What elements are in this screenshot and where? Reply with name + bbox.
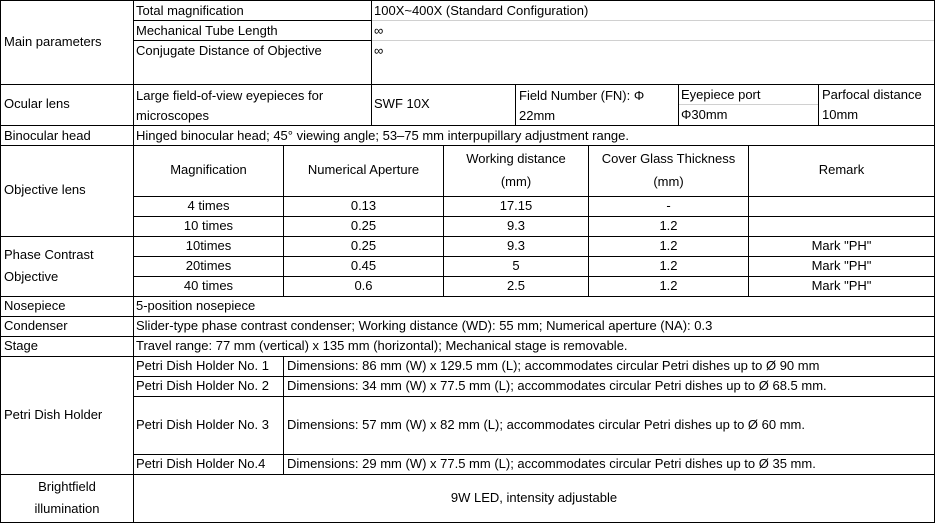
tube-length-label: Mechanical Tube Length — [136, 23, 278, 38]
table-row-na: 0.45 — [350, 258, 377, 273]
header-working-distance-unit: (mm) — [500, 174, 532, 189]
divider — [0, 296, 935, 297]
parfocal-label: Parfocal distance — [822, 87, 922, 102]
table-row-mag: 10times — [185, 238, 232, 253]
divider — [133, 276, 935, 277]
header-magnification: Magnification — [170, 162, 247, 177]
petri-dish-holder-label: Petri Dish Holder — [4, 407, 103, 422]
divider — [678, 104, 818, 105]
table-row-remark: Mark "PH" — [811, 258, 872, 273]
objective-lens-label: Objective lens — [4, 182, 86, 197]
header-cover-glass: Cover Glass Thickness — [601, 151, 736, 166]
divider — [371, 40, 935, 41]
total-magnification-label: Total magnification — [136, 3, 244, 18]
brightfield-value: 9W LED, intensity adjustable — [450, 490, 618, 505]
divider — [0, 316, 935, 317]
table-row-na: 0.13 — [350, 198, 377, 213]
table-row-remark: Mark "PH" — [811, 238, 872, 253]
nosepiece-label: Nosepiece — [4, 298, 66, 313]
stage-value: Travel range: 77 mm (vertical) x 135 mm (horizontal); Mechanical stage is removable. — [136, 338, 628, 353]
condenser-value: Slider-type phase contrast condenser; Working distance (WD): 55 mm; Numerical aperture (NA): 0.3 — [136, 318, 713, 333]
tube-length-value: ∞ — [374, 23, 384, 38]
divider — [0, 356, 935, 357]
table-row-cover: 1.2 — [659, 238, 678, 253]
table-row-remark: Mark "PH" — [811, 278, 872, 293]
header-working-distance: Working distance — [466, 151, 566, 166]
petri-holder-value: Dimensions: 86 mm (W) x 129.5 mm (L); accommodates circular Petri dishes up to Ø 90 mm — [287, 358, 820, 373]
divider — [0, 336, 935, 337]
conjugate-distance-value: ∞ — [374, 43, 384, 58]
ocular-desc-line1: Large field-of-view eyepieces for — [136, 88, 324, 103]
eyepiece-port-label: Eyepiece port — [681, 87, 761, 102]
table-row-na: 0.25 — [350, 238, 377, 253]
stage-label: Stage — [4, 338, 38, 353]
petri-holder-name: Petri Dish Holder No. 2 — [136, 378, 269, 393]
table-row-mag: 40 times — [183, 278, 234, 293]
field-number-line1: Field Number (FN): Φ — [519, 88, 645, 103]
divider — [0, 125, 935, 126]
ocular-desc-line2: microscopes — [136, 108, 209, 123]
ocular-model: SWF 10X — [374, 96, 430, 111]
divider — [371, 20, 935, 21]
petri-holder-name: Petri Dish Holder No. 3 — [136, 417, 269, 432]
table-row-wd: 5 — [512, 258, 520, 273]
divider — [283, 356, 284, 474]
divider — [133, 454, 935, 455]
table-row-wd: 17.15 — [499, 198, 533, 213]
divider — [133, 396, 935, 397]
divider — [133, 20, 371, 21]
binocular-head-value: Hinged binocular head; 45° viewing angle; 53–75 mm interpupillary adjustment range. — [136, 128, 629, 143]
ocular-lens-label: Ocular lens — [4, 96, 70, 111]
condenser-label: Condenser — [4, 318, 68, 333]
total-magnification-value: 100X~400X (Standard Configuration) — [374, 3, 589, 18]
field-number-line2: 22mm — [519, 108, 556, 123]
divider — [133, 196, 935, 197]
table-row-cover: - — [666, 198, 671, 213]
divider — [0, 145, 935, 146]
main-parameters-label: Main parameters — [4, 34, 102, 49]
divider — [818, 84, 819, 125]
table-row-wd: 2.5 — [506, 278, 526, 293]
nosepiece-value: 5-position nosepiece — [136, 298, 256, 313]
table-row-cover: 1.2 — [659, 278, 678, 293]
brightfield-label-2: illumination — [34, 501, 100, 516]
header-numerical-aperture: Numerical Aperture — [307, 162, 420, 177]
petri-holder-name: Petri Dish Holder No.4 — [136, 456, 266, 471]
table-row-cover: 1.2 — [659, 258, 678, 273]
table-row-mag: 10 times — [183, 218, 234, 233]
phase-contrast-label-2: Objective — [4, 269, 59, 284]
divider — [371, 0, 372, 125]
divider — [133, 376, 935, 377]
table-row-mag: 4 times — [187, 198, 230, 213]
table-row-cover: 1.2 — [659, 218, 678, 233]
parfocal-value: 10mm — [822, 107, 859, 122]
table-row-mag: 20times — [185, 258, 232, 273]
divider — [133, 216, 935, 217]
header-cover-glass-unit: (mm) — [653, 174, 684, 189]
divider — [678, 84, 679, 125]
divider — [133, 256, 935, 257]
eyepiece-port-value: Φ30mm — [681, 107, 728, 122]
divider — [0, 474, 935, 475]
border-bottom — [0, 522, 935, 523]
petri-holder-name: Petri Dish Holder No. 1 — [136, 358, 269, 373]
header-remark: Remark — [818, 162, 865, 177]
petri-holder-value: Dimensions: 57 mm (W) x 82 mm (L); accommodates circular Petri dishes up to Ø 60 mm. — [287, 417, 805, 432]
table-row-na: 0.6 — [354, 278, 373, 293]
binocular-head-label: Binocular head — [4, 128, 91, 143]
conjugate-distance-label: Conjugate Distance of Objective — [136, 43, 322, 58]
divider — [133, 40, 371, 41]
brightfield-label: Brightfield — [38, 479, 96, 494]
border-top — [0, 0, 935, 1]
divider — [515, 84, 516, 125]
phase-contrast-label: Phase Contrast — [4, 247, 94, 262]
table-row-wd: 9.3 — [506, 238, 526, 253]
table-row-wd: 9.3 — [506, 218, 526, 233]
divider — [0, 236, 935, 237]
divider — [0, 84, 935, 85]
petri-holder-value: Dimensions: 34 mm (W) x 77.5 mm (L); accommodates circular Petri dishes up to Ø 68.5 mm. — [287, 378, 827, 393]
petri-holder-value: Dimensions: 29 mm (W) x 77.5 mm (L); accommodates circular Petri dishes up to Ø 35 mm. — [287, 456, 816, 471]
border-left — [0, 0, 1, 523]
table-row-na: 0.25 — [350, 218, 377, 233]
